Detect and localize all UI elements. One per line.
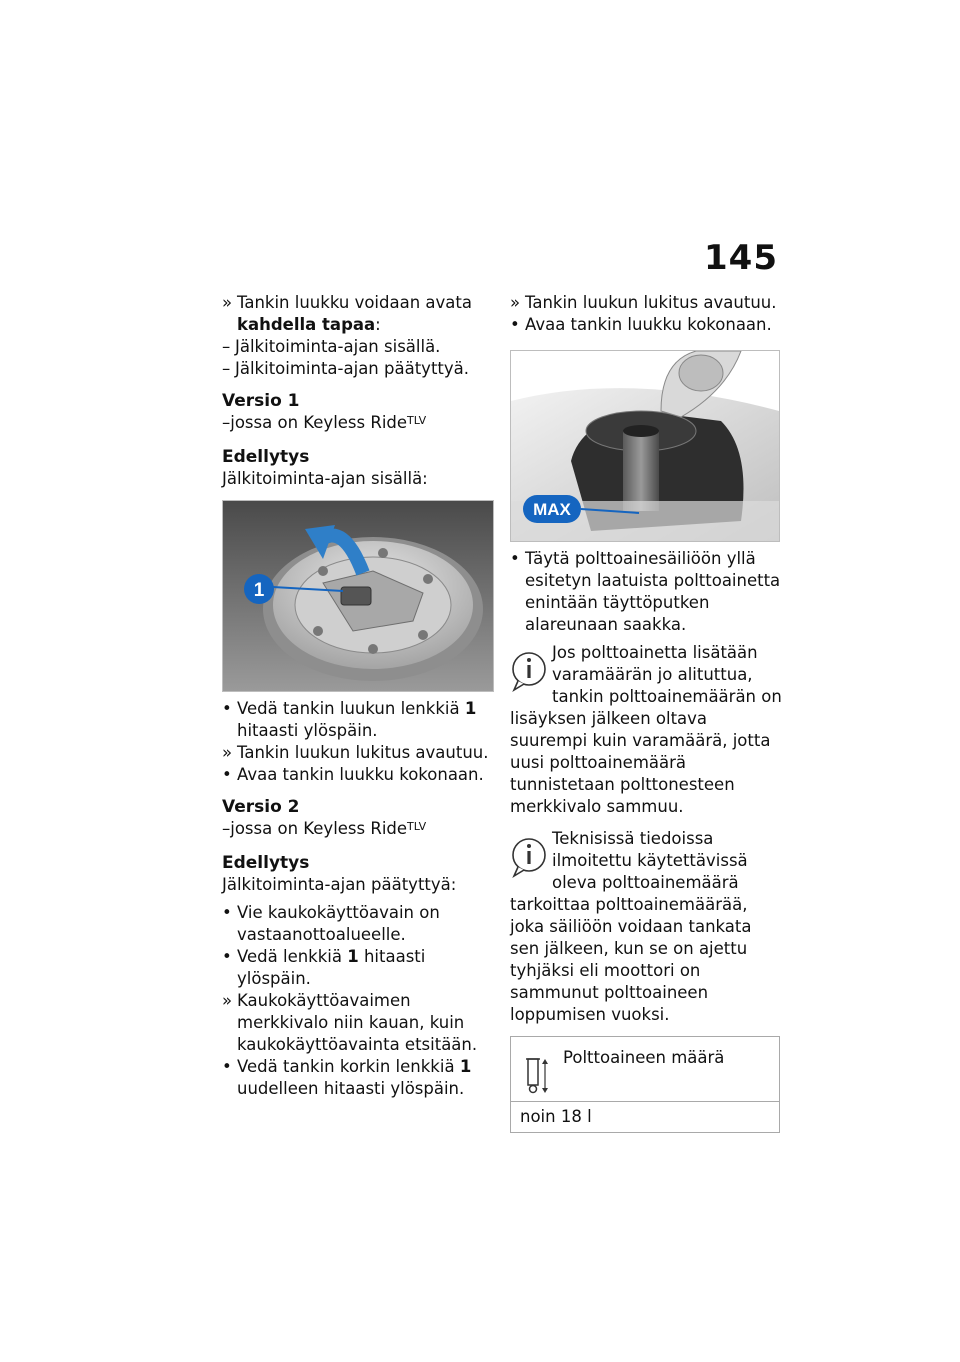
spec-value: noin 18 l	[520, 1107, 592, 1126]
section-title: Versio 2	[222, 797, 300, 817]
intro-result: » Tankin luukku voidaan avata kahdella tapaa:	[222, 293, 472, 334]
section-title: Versio 1	[222, 391, 300, 411]
max-label: MAX	[533, 500, 571, 519]
info-icon	[510, 648, 548, 692]
spec-label: Polttoaineen määrä	[563, 1048, 725, 1067]
left-column	[222, 292, 494, 1100]
precondition-text: Jälkitoiminta-ajan sisällä:	[222, 469, 428, 488]
instruction-step: • Avaa tankin luukku kokonaan.	[222, 765, 484, 784]
instruction-result: » Tankin luukun lukitus avautuu.	[510, 293, 777, 312]
section-subtitle: –jossa on Keyless Ride$^{TLV}$	[222, 819, 427, 838]
info-note: Teknisissä tiedoissa ilmoitettu käytettävissä oleva polttoainemäärä tarkoittaa polttoainemäärää, joka säiliöön voidaan tankata sen jälkeen, kun se on ajettu tyhjäksi eli moottori on sammunut polttoaineen loppumisen vuoksi.	[510, 829, 752, 1024]
instruction-result: » Kaukokäyttöavaimen merkkivalo niin kauan, kuin kaukokäyttöavainta etsitään.	[222, 991, 478, 1054]
spec-header	[511, 1037, 779, 1102]
option-item: – Jälkitoiminta-ajan sisällä.	[222, 337, 441, 356]
instruction-result: » Tankin luukun lukitus avautuu.	[222, 743, 489, 762]
instruction-step: • Vedä lenkkiä 1 hitaasti ylöspäin.	[222, 947, 426, 988]
spec-table	[510, 1036, 780, 1133]
page-number: 145	[704, 238, 778, 278]
instruction-step: • Vie kaukokäyttöavain on vastaanottoalueelle.	[222, 903, 440, 944]
fuel-filler-illustration	[510, 350, 780, 542]
instruction-step: • Vedä tankin korkin lenkkiä 1 uudelleen hitaasti ylöspäin.	[222, 1057, 472, 1098]
instruction-step: • Täytä polttoainesäiliöön yllä esitetyn laatuista polttoainetta enintään täyttöputken alareunaan saakka.	[510, 549, 781, 634]
info-note: Jos polttoainetta lisätään varamäärän jo alituttua, tankin polttoainemäärän on lisäyksen jälkeen oltava suurempi kuin varamäärä, jotta uusi polttoainemäärä tunnistetaan polttonesteen merkkivalo sammuu.	[510, 643, 782, 816]
instruction-step: • Avaa tankin luukku kokonaan.	[510, 315, 772, 334]
result-marker: »	[222, 293, 233, 312]
fuel-gauge-icon	[523, 1055, 553, 1095]
instruction-step: • Vedä tankin luukun lenkkiä 1 hitaasti ylöspäin.	[222, 699, 477, 740]
precondition-title: Edellytys	[222, 447, 310, 467]
option-item: – Jälkitoiminta-ajan päätyttyä.	[222, 359, 469, 378]
precondition-text: Jälkitoiminta-ajan päätyttyä:	[222, 875, 457, 894]
precondition-title: Edellytys	[222, 853, 310, 873]
callout-number: 1	[253, 580, 265, 601]
info-icon	[510, 834, 548, 878]
section-subtitle: –jossa on Keyless Ride$^{TLV}$	[222, 413, 427, 432]
right-column	[510, 292, 782, 1133]
fuel-cap-illustration	[222, 500, 494, 692]
